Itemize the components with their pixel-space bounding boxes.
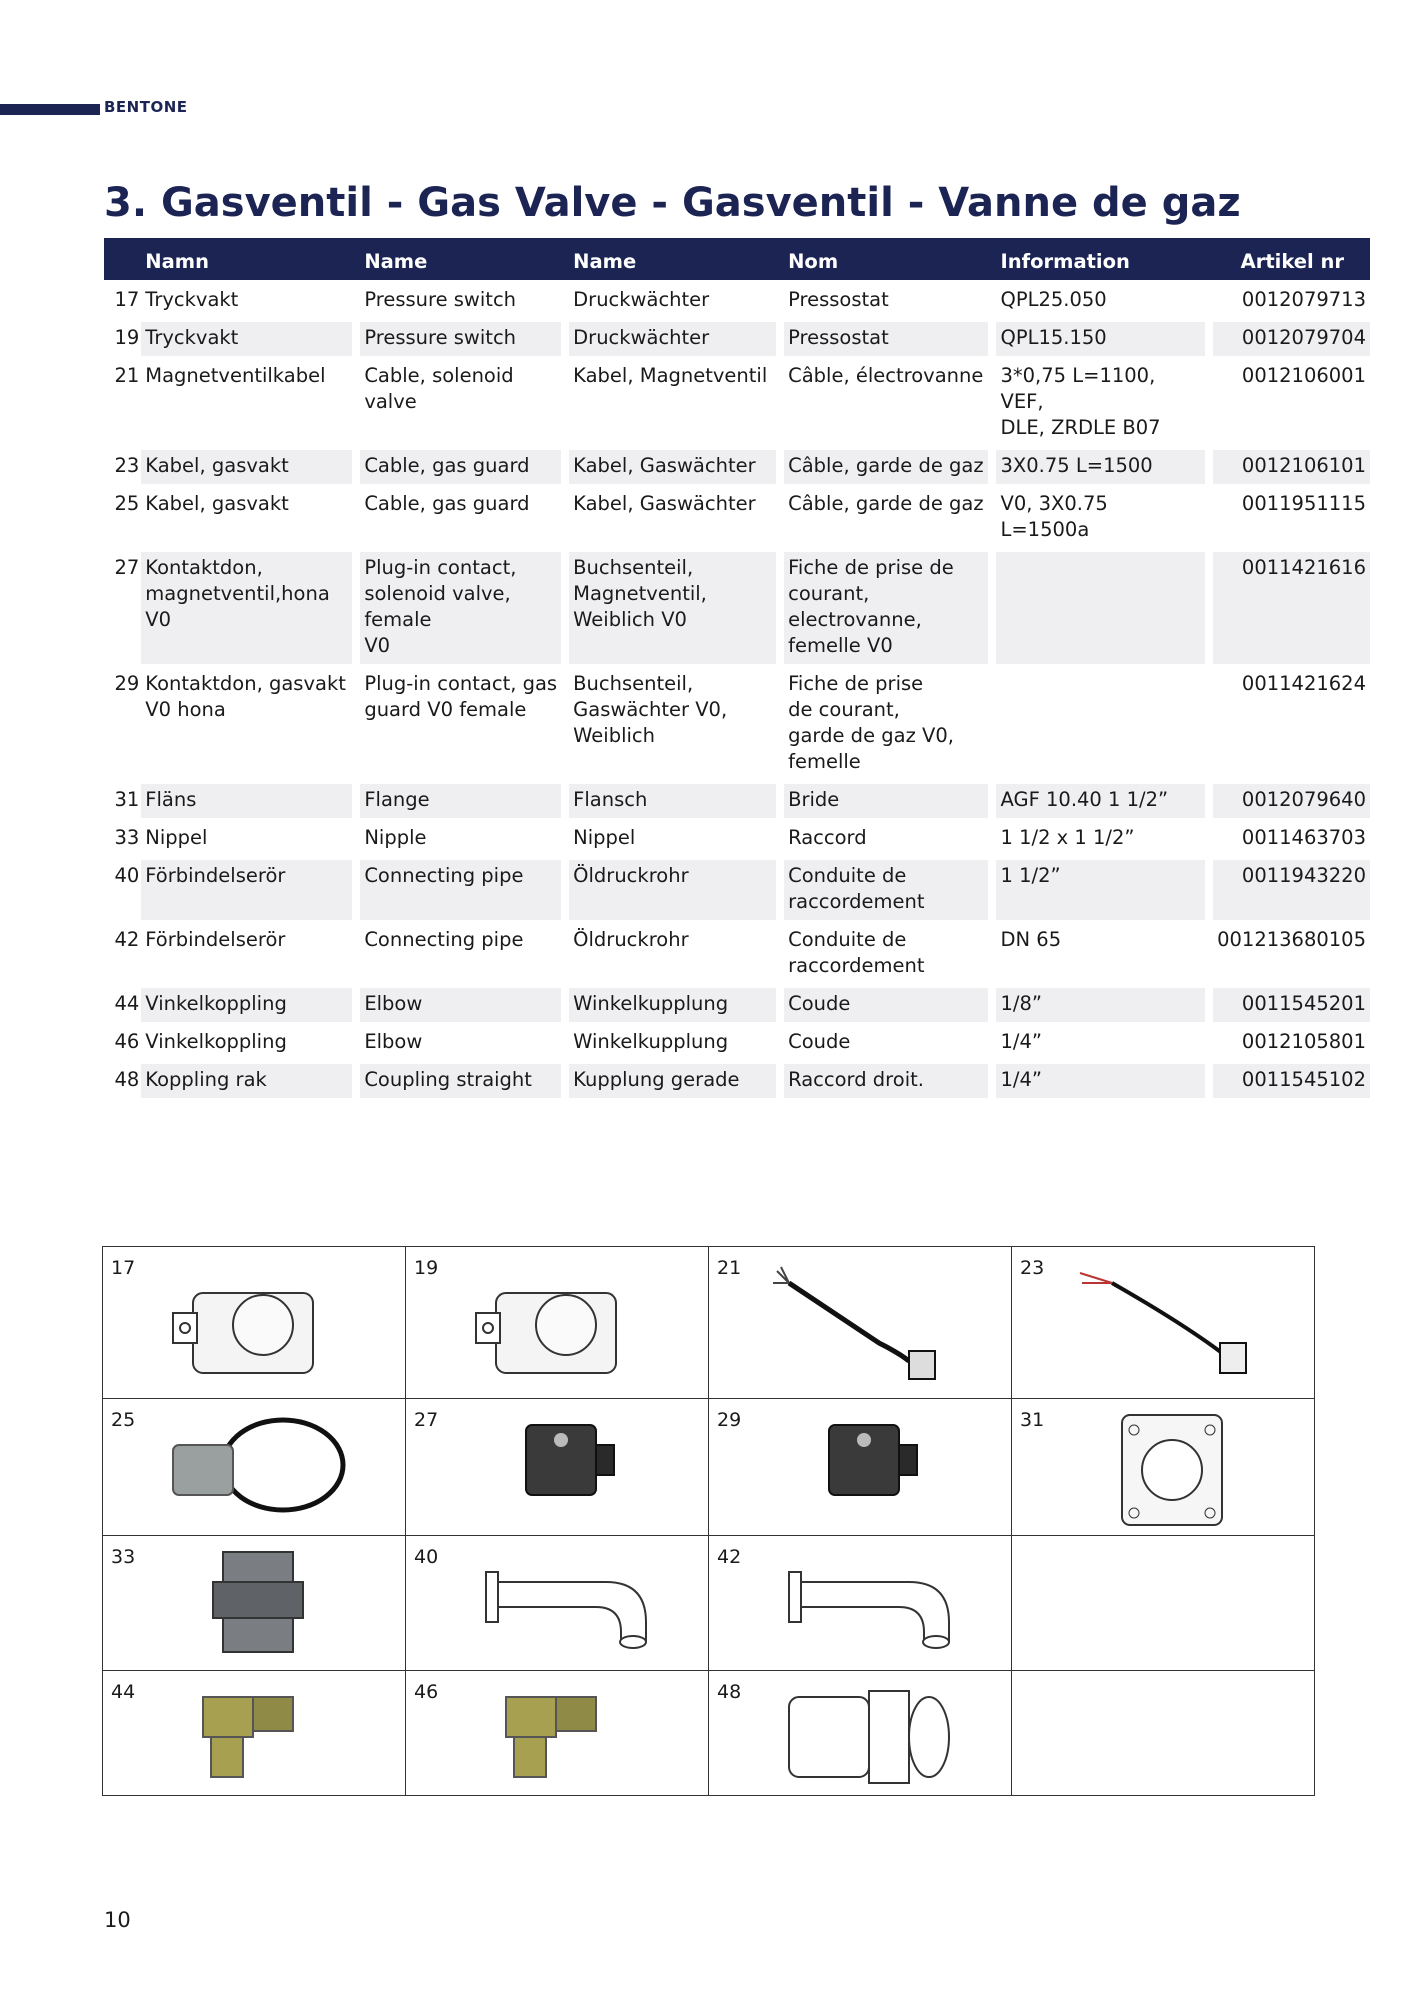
cell-name-fr: Coude	[784, 988, 988, 1022]
cell-name-fr: Bride	[784, 784, 988, 818]
grid-item-number: 40	[414, 1546, 439, 1568]
cell-item-number: 19	[114, 326, 140, 349]
grid-item-number: 17	[111, 1257, 136, 1279]
table-row	[104, 284, 1370, 318]
page-number: 10	[104, 1908, 131, 1932]
grid-cell	[406, 1247, 709, 1399]
cell-name-de: Kabel, Gaswächter	[573, 492, 756, 515]
cell-name-sv: Nippel	[145, 826, 208, 849]
cell-item-number: 31	[114, 788, 140, 811]
col-header-artikel-nr: Artikel nr	[1213, 238, 1370, 280]
grid-cell	[406, 1671, 709, 1796]
grid-cell	[709, 1247, 1012, 1399]
cell-article-number: 0011545201	[1213, 988, 1370, 1022]
col-header-nom: Nom	[784, 238, 988, 280]
cell-information: QPL25.050	[1000, 288, 1107, 311]
cell-article-number: 0011545102	[1213, 1064, 1370, 1098]
cell-article-number: 0011421616	[1213, 552, 1370, 664]
cell-information: DN 65	[1000, 928, 1062, 951]
cell-name-de: Nippel	[573, 826, 636, 849]
cell-name-fr: Câble, garde de gaz	[784, 450, 988, 484]
cell-item-number: 25	[114, 492, 140, 515]
table-row	[104, 322, 1370, 356]
cell-name-de: Kabel, Gaswächter	[569, 450, 776, 484]
grid-cell	[1012, 1536, 1315, 1671]
grid-item-number: 42	[717, 1546, 742, 1568]
cell-item-number: 44	[114, 992, 140, 1015]
grid-cell	[1012, 1247, 1315, 1399]
cell-name-fr: Câble, électrovanne	[788, 364, 984, 387]
col-header-no	[104, 238, 141, 280]
grid-row	[103, 1399, 1315, 1536]
table-row	[104, 360, 1370, 446]
grid-item-number: 27	[414, 1409, 439, 1431]
cell-information: V0, 3X0.75 L=1500a	[1000, 492, 1108, 541]
cell-name-en: Pressure switch	[360, 322, 561, 356]
cell-name-sv: Förbindelserör	[141, 860, 352, 920]
cell-name-sv: Kabel, gasvakt	[145, 492, 289, 515]
grid-cell	[1012, 1399, 1315, 1536]
cell-item-number: 42	[114, 928, 140, 951]
cell-name-sv: Förbindelserör	[145, 928, 286, 951]
grid-row	[103, 1536, 1315, 1671]
cell-information: 1/4”	[996, 1064, 1205, 1098]
cell-name-en: Elbow	[364, 1030, 423, 1053]
cell-name-en: Flange	[360, 784, 561, 818]
table-row	[104, 488, 1370, 548]
cell-item-number: 23	[114, 454, 140, 477]
cell-information: AGF 10.40 1 1/2”	[996, 784, 1205, 818]
cell-article-number: 0012106001	[1241, 364, 1366, 387]
cell-information	[996, 552, 1205, 664]
grid-cell	[103, 1247, 406, 1399]
cell-name-fr: Conduite de raccordement	[784, 860, 988, 920]
cell-name-en: Connecting pipe	[364, 928, 524, 951]
grid-item-number: 25	[111, 1409, 136, 1431]
cell-name-de: Buchsenteil, Magnetventil, Weiblich V0	[569, 552, 776, 664]
cell-article-number: 0012079713	[1241, 288, 1366, 311]
cell-article-number: 0011951115	[1241, 492, 1366, 515]
cell-name-sv: Magnetventilkabel	[145, 364, 326, 387]
cell-article-number: 0012079640	[1213, 784, 1370, 818]
grid-item-number: 31	[1020, 1409, 1045, 1431]
cell-name-sv: Kontaktdon, gasvakt V0 hona	[145, 672, 346, 721]
table-header-row	[104, 238, 1370, 280]
grid-cell	[709, 1671, 1012, 1796]
cell-name-de: Flansch	[569, 784, 776, 818]
cell-item-number: 40	[114, 864, 140, 887]
cell-name-de: Öldruckrohr	[569, 860, 776, 920]
table-row	[104, 1026, 1370, 1060]
table-row	[104, 552, 1370, 664]
brand-name: BENTONE	[104, 98, 188, 116]
cell-item-number: 33	[114, 826, 140, 849]
cell-name-sv: Vinkelkoppling	[141, 988, 352, 1022]
cell-name-de: Buchsenteil, Gaswächter V0, Weiblich	[573, 672, 728, 747]
grid-cell	[103, 1399, 406, 1536]
grid-cell	[406, 1399, 709, 1536]
parts-image-grid	[102, 1246, 1315, 1796]
grid-cell	[709, 1399, 1012, 1536]
cell-information: 3*0,75 L=1100, VEF, DLE, ZRDLE B07	[1000, 364, 1161, 439]
page-title: 3. Gasventil - Gas Valve - Gasventil - Vanne de gaz	[104, 180, 1241, 226]
cell-name-en: Cable, gas guard	[364, 492, 530, 515]
cell-name-de: Öldruckrohr	[573, 928, 689, 951]
grid-item-number: 21	[717, 1257, 742, 1279]
col-header-name: Name	[360, 238, 561, 280]
cell-name-en: Plug-in contact, gas guard V0 female	[364, 672, 558, 721]
cell-article-number: 0011943220	[1213, 860, 1370, 920]
cell-item-number: 48	[114, 1068, 140, 1091]
cell-information: 1 1/2 x 1 1/2”	[1000, 826, 1135, 849]
col-header-information: Information	[996, 238, 1205, 280]
cell-name-en: Plug-in contact, solenoid valve, female V0	[360, 552, 561, 664]
cell-information: QPL15.150	[996, 322, 1205, 356]
cell-name-en: Connecting pipe	[360, 860, 561, 920]
cell-name-sv: Vinkelkoppling	[145, 1030, 287, 1053]
cell-name-fr: Coude	[788, 1030, 851, 1053]
table-row	[104, 1064, 1370, 1098]
cell-name-fr: Fiche de prise de courant, garde de gaz V0, femelle	[788, 672, 954, 773]
col-header-namn: Namn	[141, 238, 352, 280]
table-row	[104, 668, 1370, 780]
cell-name-fr: Conduite de raccordement	[788, 928, 925, 977]
cell-article-number: 001213680105	[1217, 928, 1366, 951]
cell-name-de: Kabel, Magnetventil	[573, 364, 768, 387]
parts-table	[104, 234, 1370, 1102]
grid-cell	[406, 1536, 709, 1671]
cell-article-number: 0011421624	[1241, 672, 1366, 695]
cell-name-sv: Tryckvakt	[145, 288, 239, 311]
cell-name-sv: Tryckvakt	[141, 322, 352, 356]
cell-name-sv: Kontaktdon, magnetventil,hona V0	[141, 552, 352, 664]
cell-name-en: Pressure switch	[364, 288, 517, 311]
cell-name-de: Kupplung gerade	[569, 1064, 776, 1098]
cell-name-fr: Pressostat	[784, 322, 988, 356]
grid-row	[103, 1247, 1315, 1399]
brand-bar	[0, 104, 100, 115]
cell-name-de: Winkelkupplung	[573, 1030, 729, 1053]
grid-item-number: 44	[111, 1681, 136, 1703]
grid-item-number: 46	[414, 1681, 439, 1703]
cell-item-number: 29	[114, 672, 140, 695]
cell-name-fr: Fiche de prise de courant, electrovanne, femelle V0	[784, 552, 988, 664]
grid-cell	[103, 1536, 406, 1671]
col-header-name-de: Name	[569, 238, 776, 280]
cell-name-sv: Koppling rak	[141, 1064, 352, 1098]
grid-item-number: 33	[111, 1546, 136, 1568]
cell-information: 1 1/2”	[996, 860, 1205, 920]
cell-name-de: Druckwächter	[569, 322, 776, 356]
table-row	[104, 988, 1370, 1022]
cell-information	[996, 668, 1205, 780]
table-row	[104, 924, 1370, 984]
cell-name-en: Coupling straight	[360, 1064, 561, 1098]
grid-item-number: 19	[414, 1257, 439, 1279]
cell-information: 3X0.75 L=1500	[996, 450, 1205, 484]
cell-item-number: 27	[114, 556, 140, 579]
grid-cell	[709, 1536, 1012, 1671]
table-row	[104, 860, 1370, 920]
cell-name-en: Elbow	[360, 988, 561, 1022]
cell-name-de: Druckwächter	[573, 288, 710, 311]
table-row	[104, 784, 1370, 818]
cell-name-en: Cable, gas guard	[360, 450, 561, 484]
grid-cell	[1012, 1671, 1315, 1796]
cell-item-number: 17	[114, 288, 140, 311]
table-row	[104, 450, 1370, 484]
cell-article-number: 0012079704	[1213, 322, 1370, 356]
table-row	[104, 822, 1370, 856]
cell-item-number: 46	[114, 1030, 140, 1053]
cell-name-en: Cable, solenoid valve	[364, 364, 514, 413]
cell-name-sv: Kabel, gasvakt	[141, 450, 352, 484]
cell-article-number: 0011463703	[1241, 826, 1366, 849]
cell-article-number: 0012106101	[1213, 450, 1370, 484]
cell-name-sv: Fläns	[141, 784, 352, 818]
cell-name-fr: Pressostat	[788, 288, 889, 311]
cell-name-de: Winkelkupplung	[569, 988, 776, 1022]
cell-item-number: 21	[114, 364, 140, 387]
grid-row	[103, 1671, 1315, 1796]
cell-information: 1/8”	[996, 988, 1205, 1022]
cell-name-fr: Câble, garde de gaz	[788, 492, 984, 515]
cell-name-en: Nipple	[364, 826, 427, 849]
grid-item-number: 29	[717, 1409, 742, 1431]
grid-item-number: 23	[1020, 1257, 1045, 1279]
grid-cell	[103, 1671, 406, 1796]
cell-name-fr: Raccord	[788, 826, 867, 849]
cell-information: 1/4”	[1000, 1030, 1042, 1053]
grid-item-number: 48	[717, 1681, 742, 1703]
cell-name-fr: Raccord droit.	[784, 1064, 988, 1098]
cell-article-number: 0012105801	[1241, 1030, 1366, 1053]
